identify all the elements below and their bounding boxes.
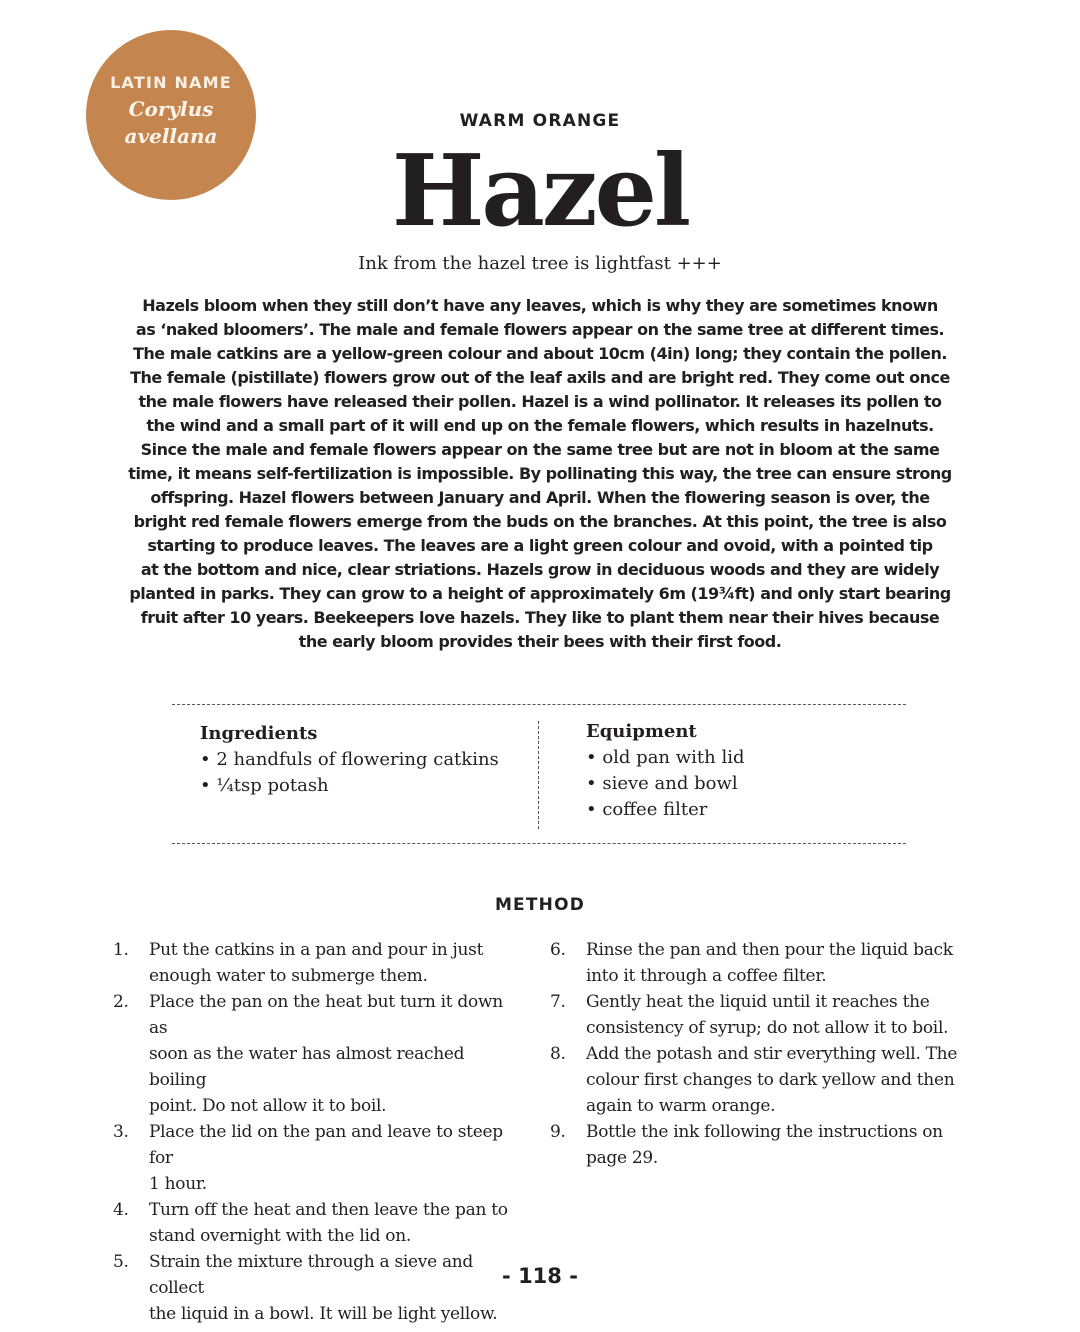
intro-paragraph <box>112 294 968 654</box>
method-heading: METHOD <box>494 895 586 915</box>
method-step <box>550 1119 970 1171</box>
intro-line: planted in parks. They can grow to a height of approximately 6m (19¾ft) and only start bearing <box>129 584 951 603</box>
method-steps-right <box>550 937 970 1171</box>
step-line: consistency of syrup; do not allow it to boil. <box>586 1018 949 1038</box>
method-step <box>113 1249 523 1327</box>
equipment-list <box>586 719 745 823</box>
step-line: point. Do not allow it to boil. <box>149 1096 387 1116</box>
method-step <box>550 937 970 989</box>
intro-line: at the bottom and nice, clear striations. Hazels grow in deciduous woods and they are widely <box>140 560 940 579</box>
divider-bottom <box>172 843 906 844</box>
method-step <box>113 1197 523 1249</box>
page-title: Hazel <box>391 134 689 249</box>
ingredient-item: • ¼tsp potash <box>200 775 329 796</box>
intro-line: the early bloom provides their bees with their first food. <box>298 632 782 651</box>
intro-line: starting to produce leaves. The leaves are a light green colour and ovoid, with a pointed tip <box>147 536 933 555</box>
intro-line: offspring. Hazel flowers between January and April. When the flowering season is over, the <box>150 488 930 507</box>
step-line: Gently heat the liquid until it reaches the <box>586 992 930 1012</box>
intro-line: fruit after 10 years. Beekeepers love hazels. They like to plant them near their hives because <box>140 608 940 627</box>
step-line: Bottle the ink following the instructions on <box>586 1122 943 1142</box>
step-line: enough water to submerge them. <box>149 966 428 986</box>
method-step <box>113 937 523 989</box>
step-number: 7. <box>550 992 566 1012</box>
step-number: 1. <box>113 940 129 960</box>
step-line: Turn off the heat and then leave the pan to <box>149 1200 508 1220</box>
latin-name-label: LATIN NAME <box>110 72 232 92</box>
step-number: 8. <box>550 1044 566 1064</box>
step-number: 3. <box>113 1122 129 1142</box>
method-step <box>113 1119 523 1197</box>
step-line: 1 hour. <box>149 1174 207 1194</box>
step-number: 6. <box>550 940 566 960</box>
equipment-item: • sieve and bowl <box>586 773 738 794</box>
step-number: 9. <box>550 1122 566 1142</box>
divider-vertical <box>538 721 539 829</box>
ingredients-heading: Ingredients <box>200 723 318 744</box>
step-number: 2. <box>113 992 129 1012</box>
step-line: into it through a coffee filter. <box>586 966 827 986</box>
intro-line: Since the male and female flowers appear on the same tree but are not in bloom at the same <box>140 440 940 459</box>
step-line: Place the lid on the pan and leave to steep for <box>149 1122 503 1168</box>
intro-line: time, it means self-fertilization is impossible. By pollinating this way, the tree can ensure strong <box>128 464 952 483</box>
latin-name-line-1: Corylus <box>128 96 214 121</box>
step-line: stand overnight with the lid on. <box>149 1226 411 1246</box>
step-line: Strain the mixture through a sieve and collect <box>149 1252 474 1298</box>
lightfast-note: Ink from the hazel tree is lightfast +++ <box>358 253 722 274</box>
step-line: again to warm orange. <box>586 1096 776 1116</box>
step-line: Rinse the pan and then pour the liquid back <box>586 940 953 960</box>
method-step <box>550 989 970 1041</box>
latin-name-line-2: avellana <box>124 123 218 148</box>
intro-line: the wind and a small part of it will end up on the female flowers, which results in hazelnuts. <box>146 416 934 435</box>
step-line: the liquid in a bowl. It will be light yellow. <box>149 1304 498 1324</box>
step-line: soon as the water has almost reached boiling <box>149 1044 465 1090</box>
page-number: - 118 - <box>502 1264 578 1288</box>
intro-line: the male flowers have released their pollen. Hazel is a wind pollinator. It releases its pollen to <box>138 392 942 411</box>
equipment-heading: Equipment <box>586 721 697 742</box>
intro-line: Hazels bloom when they still don’t have any leaves, which is why they are sometimes known <box>142 296 938 315</box>
equipment-item: • coffee filter <box>586 799 708 820</box>
method-step <box>550 1041 970 1119</box>
intro-line: The female (pistillate) flowers grow out of the leaf axils and are bright red. They come out once <box>130 368 950 387</box>
step-line: Place the pan on the heat but turn it down as <box>149 992 503 1038</box>
step-number: 4. <box>113 1200 129 1220</box>
intro-line: as ‘naked bloomers’. The male and female flowers appear on the same tree at different times. <box>135 320 945 339</box>
step-line: colour first changes to dark yellow and then <box>586 1070 955 1090</box>
step-line: Put the catkins in a pan and pour in just <box>149 940 484 960</box>
step-line: page 29. <box>586 1148 658 1168</box>
colour-subtitle: WARM ORANGE <box>459 111 621 131</box>
step-line: Add the potash and stir everything well. The <box>586 1044 958 1064</box>
ingredients-list <box>200 721 499 799</box>
intro-line: bright red female flowers emerge from the buds on the branches. At this point, the tree is also <box>133 512 947 531</box>
equipment-item: • old pan with lid <box>586 747 745 768</box>
divider-top <box>172 704 906 705</box>
intro-line: The male catkins are a yellow-green colour and about 10cm (4in) long; they contain the pollen. <box>133 344 947 363</box>
step-number: 5. <box>113 1252 129 1272</box>
ingredient-item: • 2 handfuls of flowering catkins <box>200 749 499 770</box>
method-step <box>113 989 523 1119</box>
